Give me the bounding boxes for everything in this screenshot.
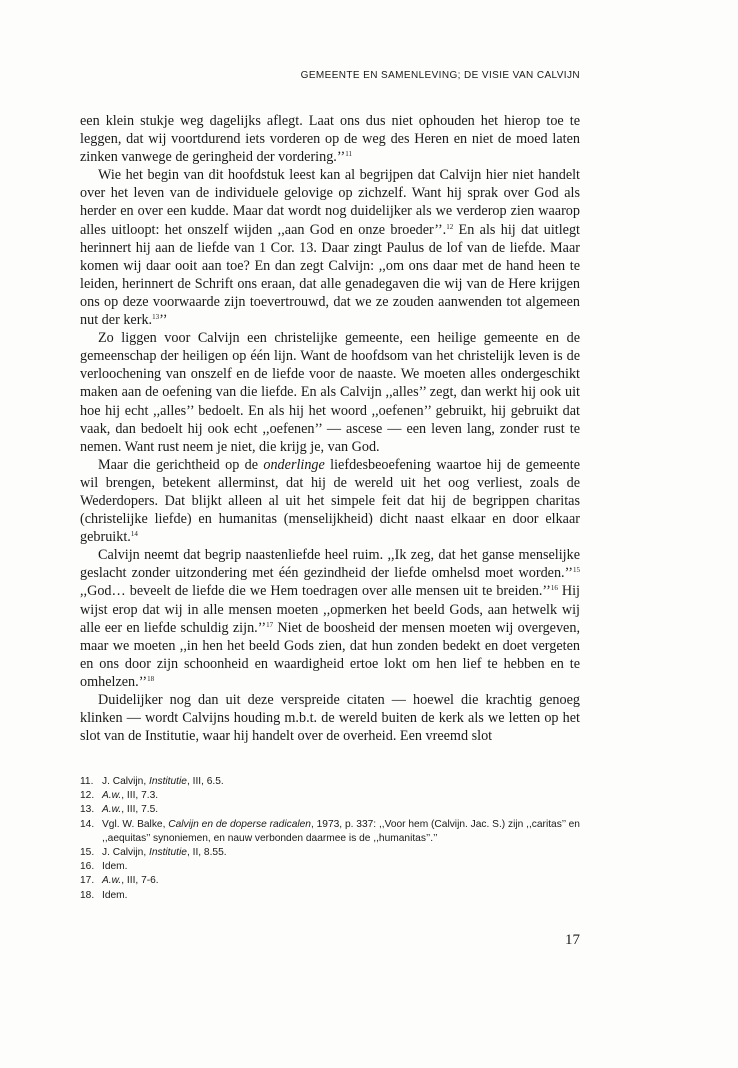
footnotes (80, 775, 582, 903)
footnote-ref: 13 (152, 313, 160, 322)
paragraph-1: een klein stukje weg dagelijks aflegt. Laat ons dus niet ophouden het hierop toe te leggen, dat wij voortdurend iets vorderen op de weg des Heren en niet de moed laten zinken vanwege de geringheid der vordering.’’$^{11}$ (80, 113, 580, 166)
paragraph-3: Zo liggen voor Calvijn een christelijke gemeente, een heilige gemeente en de gemeenschap der heiligen op één lijn. Want de hoofdsom van het christelijk leven is de verloochening van onszelf en de liefde voor de naaste. We moeten alles ondergeschikt maken aan de oefening van die liefde. En als Calvijn ,,alles’’ zegt, dan werkt hij ook uit hoe hij echt ,,alles’’ bedoelt. En als hij het woord ,,oefenen’’ gebruikt, hij gebruikt dat vaak, dan bedoelt hij ook echt ,,oefenen’’ — ascese — een leven lang, zonder rust te nemen. Want rust neem je niet, die krijg je, van God. (80, 330, 580, 455)
footnote-ref: 15 (573, 566, 580, 575)
page-number: 17 (565, 932, 580, 948)
footnote-ref: 14 (130, 530, 138, 539)
footnote-ref: 17 (266, 620, 274, 629)
footnote-ref: 16 (550, 584, 558, 593)
paragraph-6: Duidelijker nog dan uit deze verspreide citaten — hoewel die krachtig genoeg klinken — wordt Calvijns houding m.b.t. de wereld buiten de kerk als we letten op het slot van de Institutie, waar hij handelt over de overheid. Een vreemd slot (80, 692, 580, 745)
footnote: 13. A.w., III, 7.5. (80, 804, 159, 816)
footnote: 11. J. Calvijn, Institutie, III, 6.5. (80, 776, 224, 787)
footnote-ref: 12 (446, 222, 454, 231)
footnote: 18. Idem. (80, 889, 128, 901)
footnote: 12. A.w., III, 7.3. (80, 790, 159, 802)
paragraph-4: Maar die gerichtheid op de onderlinge liefdesbeoefening waartoe hij de gemeente wil brengen, betekent allerminst, dat hij de wereld uit het oog verliest, zoals de Wederdopers. Dat blijkt alleen al uit het simpele feit dat hij de begrippen charitas (christelijke liefde) en humanitas (menselijkheid) dicht naast elkaar en door elkaar gebruikt.$^{14}$ (80, 456, 580, 546)
running-header: GEMEENTE EN SAMENLEVING; DE VISIE VAN CALVIJN (300, 70, 580, 81)
paragraph-2: Wie het begin van dit hoofdstuk leest kan al begrijpen dat Calvijn hier niet handelt over het leven van de individuele gelovige op zichzelf. Want hij sprak over God als herder en over een kudde. Maar dat wordt nog duidelijker als we verderop zien waarop alles uitloopt: het onszelf wijden ,,aan God en onze broeder’’.$^{12}$ En als hij dat uitlegt herinnert hij aan de liefde van 1 Cor. 13. Daar zingt Paulus de lof van de liefde. Maar komen wij daar ooit aan toe? En dan zegt Calvijn: ,,om ons daar met de hand heen te leiden, herinnert de Schrift ons eraan, dat alle genadegaven die wij van de Here krijgen ons op deze voorwaarde zijn toevertrouwd, dat we ze zouden aanwenden tot algemeen nut der kerk.$^{13}$’’ (80, 167, 580, 329)
paragraph-5: Calvijn neemt dat begrip naastenliefde heel ruim. ,,Ik zeg, dat het ganse menselijke geslacht zonder uitzondering met één gezindheid der liefde omhelsd moet worden.’’$^{15}$ ,,God… beveelt de liefde die we Hem toedragen over alle mensen uit te breiden.’’$^{16}$ Hij wijst erop dat wij in alle mensen moeten ,,opmerken het beeld Gods, aan hetwelk wij alle eer en liefde schuldig zijn.’’$^{17}$ Niet de boosheid der mensen moeten wij overgeven, maar we moeten ,,in hen het beeld Gods zien, dat hun zonden bedekt en doet vergeten en ons door zijn schoonheid en waardigheid ertoe lokt om hen lief te hebben en te omhelzen.’’$^{18}$ (80, 547, 580, 690)
footnote-ref: 11 (345, 150, 352, 159)
footnote: 16. Idem. (80, 861, 128, 873)
footnote: 14. Vgl. W. Balke, Calvijn en de doperse radicalen, 1973, p. 337: ,,Voor hem (Calvijn. Jac. S.) zijn ,,caritas’’ en ,,aequitas’’ synoniemen, en nauw verbonden daarmee is de ,,humanitas’’.’’ (80, 818, 580, 844)
footnote: 17. A.w., III, 7-6. (80, 875, 159, 887)
footnote-ref: 18 (147, 674, 155, 683)
footnote: 15. J. Calvijn, Institutie, II, 8.55. (80, 847, 227, 859)
body-text (80, 112, 580, 745)
